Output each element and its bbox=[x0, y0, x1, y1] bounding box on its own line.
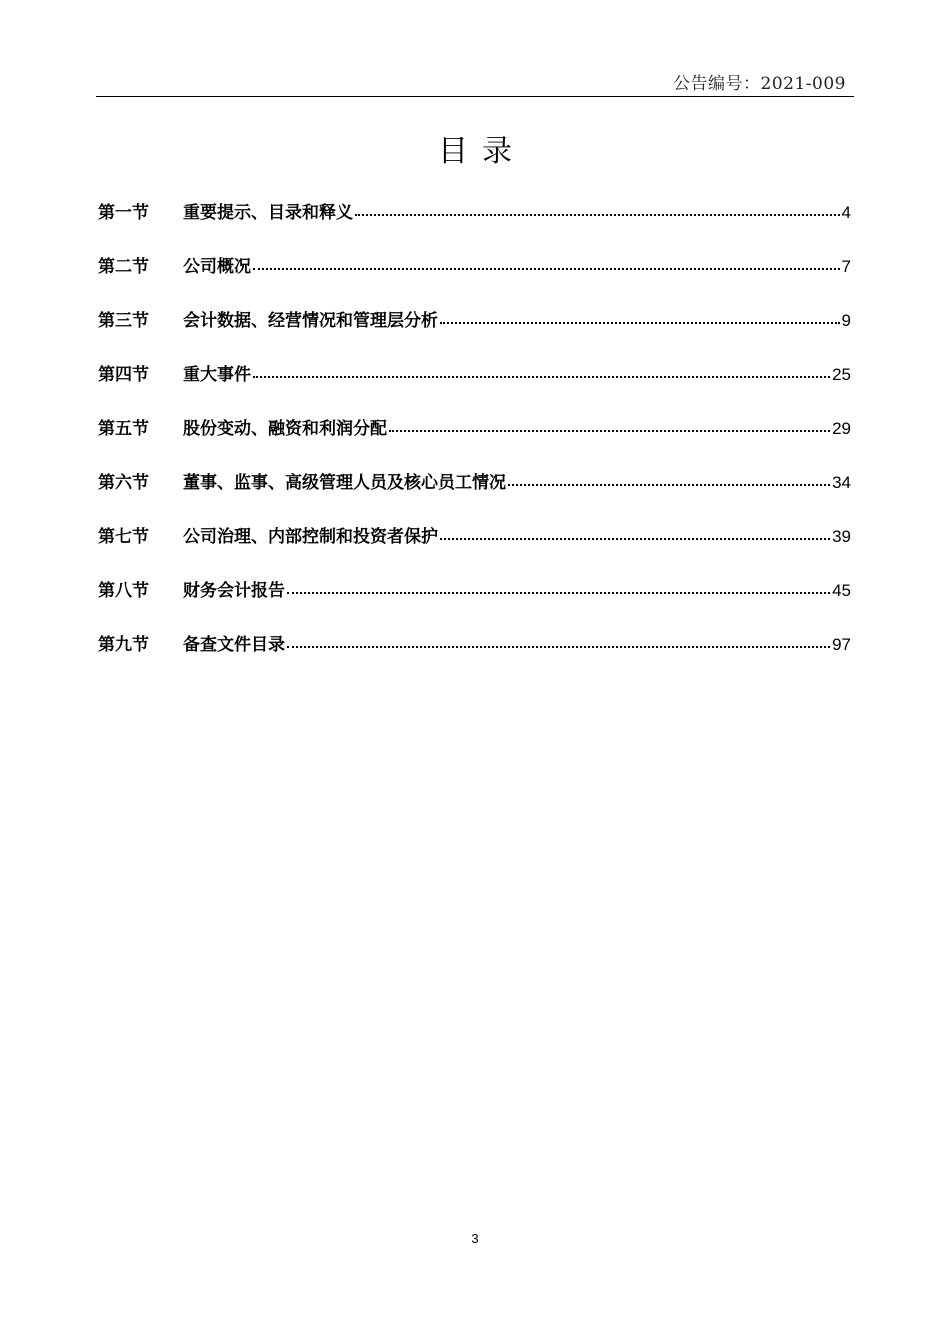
toc-page-number: 29 bbox=[832, 419, 851, 438]
toc-leader-dots bbox=[253, 363, 830, 380]
toc-section-label: 第四节 bbox=[98, 365, 149, 385]
toc-entry-1[interactable] bbox=[98, 198, 851, 252]
toc-leader-dots bbox=[253, 255, 840, 272]
toc-section-label: 第八节 bbox=[98, 581, 149, 601]
toc-entry-5[interactable] bbox=[98, 414, 851, 468]
toc-section-label: 第九节 bbox=[98, 635, 149, 655]
toc-section-name: 财务会计报告 bbox=[183, 581, 285, 601]
table-of-contents bbox=[98, 198, 851, 684]
toc-leader-dots bbox=[440, 309, 840, 326]
toc-leader-dots bbox=[287, 633, 830, 650]
toc-page-number: 97 bbox=[832, 635, 851, 654]
toc-leader-dots bbox=[440, 525, 830, 542]
toc-leader-dots bbox=[508, 471, 830, 488]
toc-entry-4[interactable] bbox=[98, 360, 851, 414]
toc-section-label: 第二节 bbox=[98, 257, 149, 277]
toc-section-name: 重大事件 bbox=[183, 365, 251, 385]
toc-entry-9[interactable] bbox=[98, 630, 851, 684]
toc-section-name: 会计数据、经营情况和管理层分析 bbox=[183, 311, 438, 331]
toc-entry-6[interactable] bbox=[98, 468, 851, 522]
toc-entry-7[interactable] bbox=[98, 522, 851, 576]
toc-section-label: 第一节 bbox=[98, 203, 149, 223]
toc-leader-dots bbox=[389, 417, 830, 434]
toc-page-number: 7 bbox=[841, 257, 851, 276]
toc-entry-2[interactable] bbox=[98, 252, 851, 306]
toc-page-number: 34 bbox=[832, 473, 851, 492]
toc-page-number: 25 bbox=[832, 365, 851, 384]
toc-leader-dots bbox=[355, 201, 840, 218]
toc-section-label: 第七节 bbox=[98, 527, 149, 547]
toc-entry-8[interactable] bbox=[98, 576, 851, 630]
toc-title: 目录 bbox=[438, 134, 526, 169]
toc-page-number: 4 bbox=[841, 203, 851, 222]
toc-section-name: 公司治理、内部控制和投资者保护 bbox=[183, 527, 438, 547]
toc-section-name: 股份变动、融资和利润分配 bbox=[183, 419, 387, 439]
toc-section-name: 公司概况 bbox=[183, 257, 251, 277]
announcement-number: 公告编号：2021-009 bbox=[673, 74, 846, 94]
toc-section-label: 第六节 bbox=[98, 473, 149, 493]
toc-section-label: 第三节 bbox=[98, 311, 149, 331]
toc-leader-dots bbox=[287, 579, 830, 596]
toc-page-number: 9 bbox=[841, 311, 851, 330]
toc-section-name: 备查文件目录 bbox=[183, 635, 285, 655]
page-footer-number: 3 bbox=[471, 1231, 479, 1246]
toc-section-name: 董事、监事、高级管理人员及核心员工情况 bbox=[183, 473, 506, 493]
toc-page-number: 45 bbox=[832, 581, 851, 600]
page-header bbox=[96, 66, 854, 97]
toc-section-name: 重要提示、目录和释义 bbox=[183, 203, 353, 223]
toc-section-label: 第五节 bbox=[98, 419, 149, 439]
toc-page-number: 39 bbox=[832, 527, 851, 546]
toc-entry-3[interactable] bbox=[98, 306, 851, 360]
